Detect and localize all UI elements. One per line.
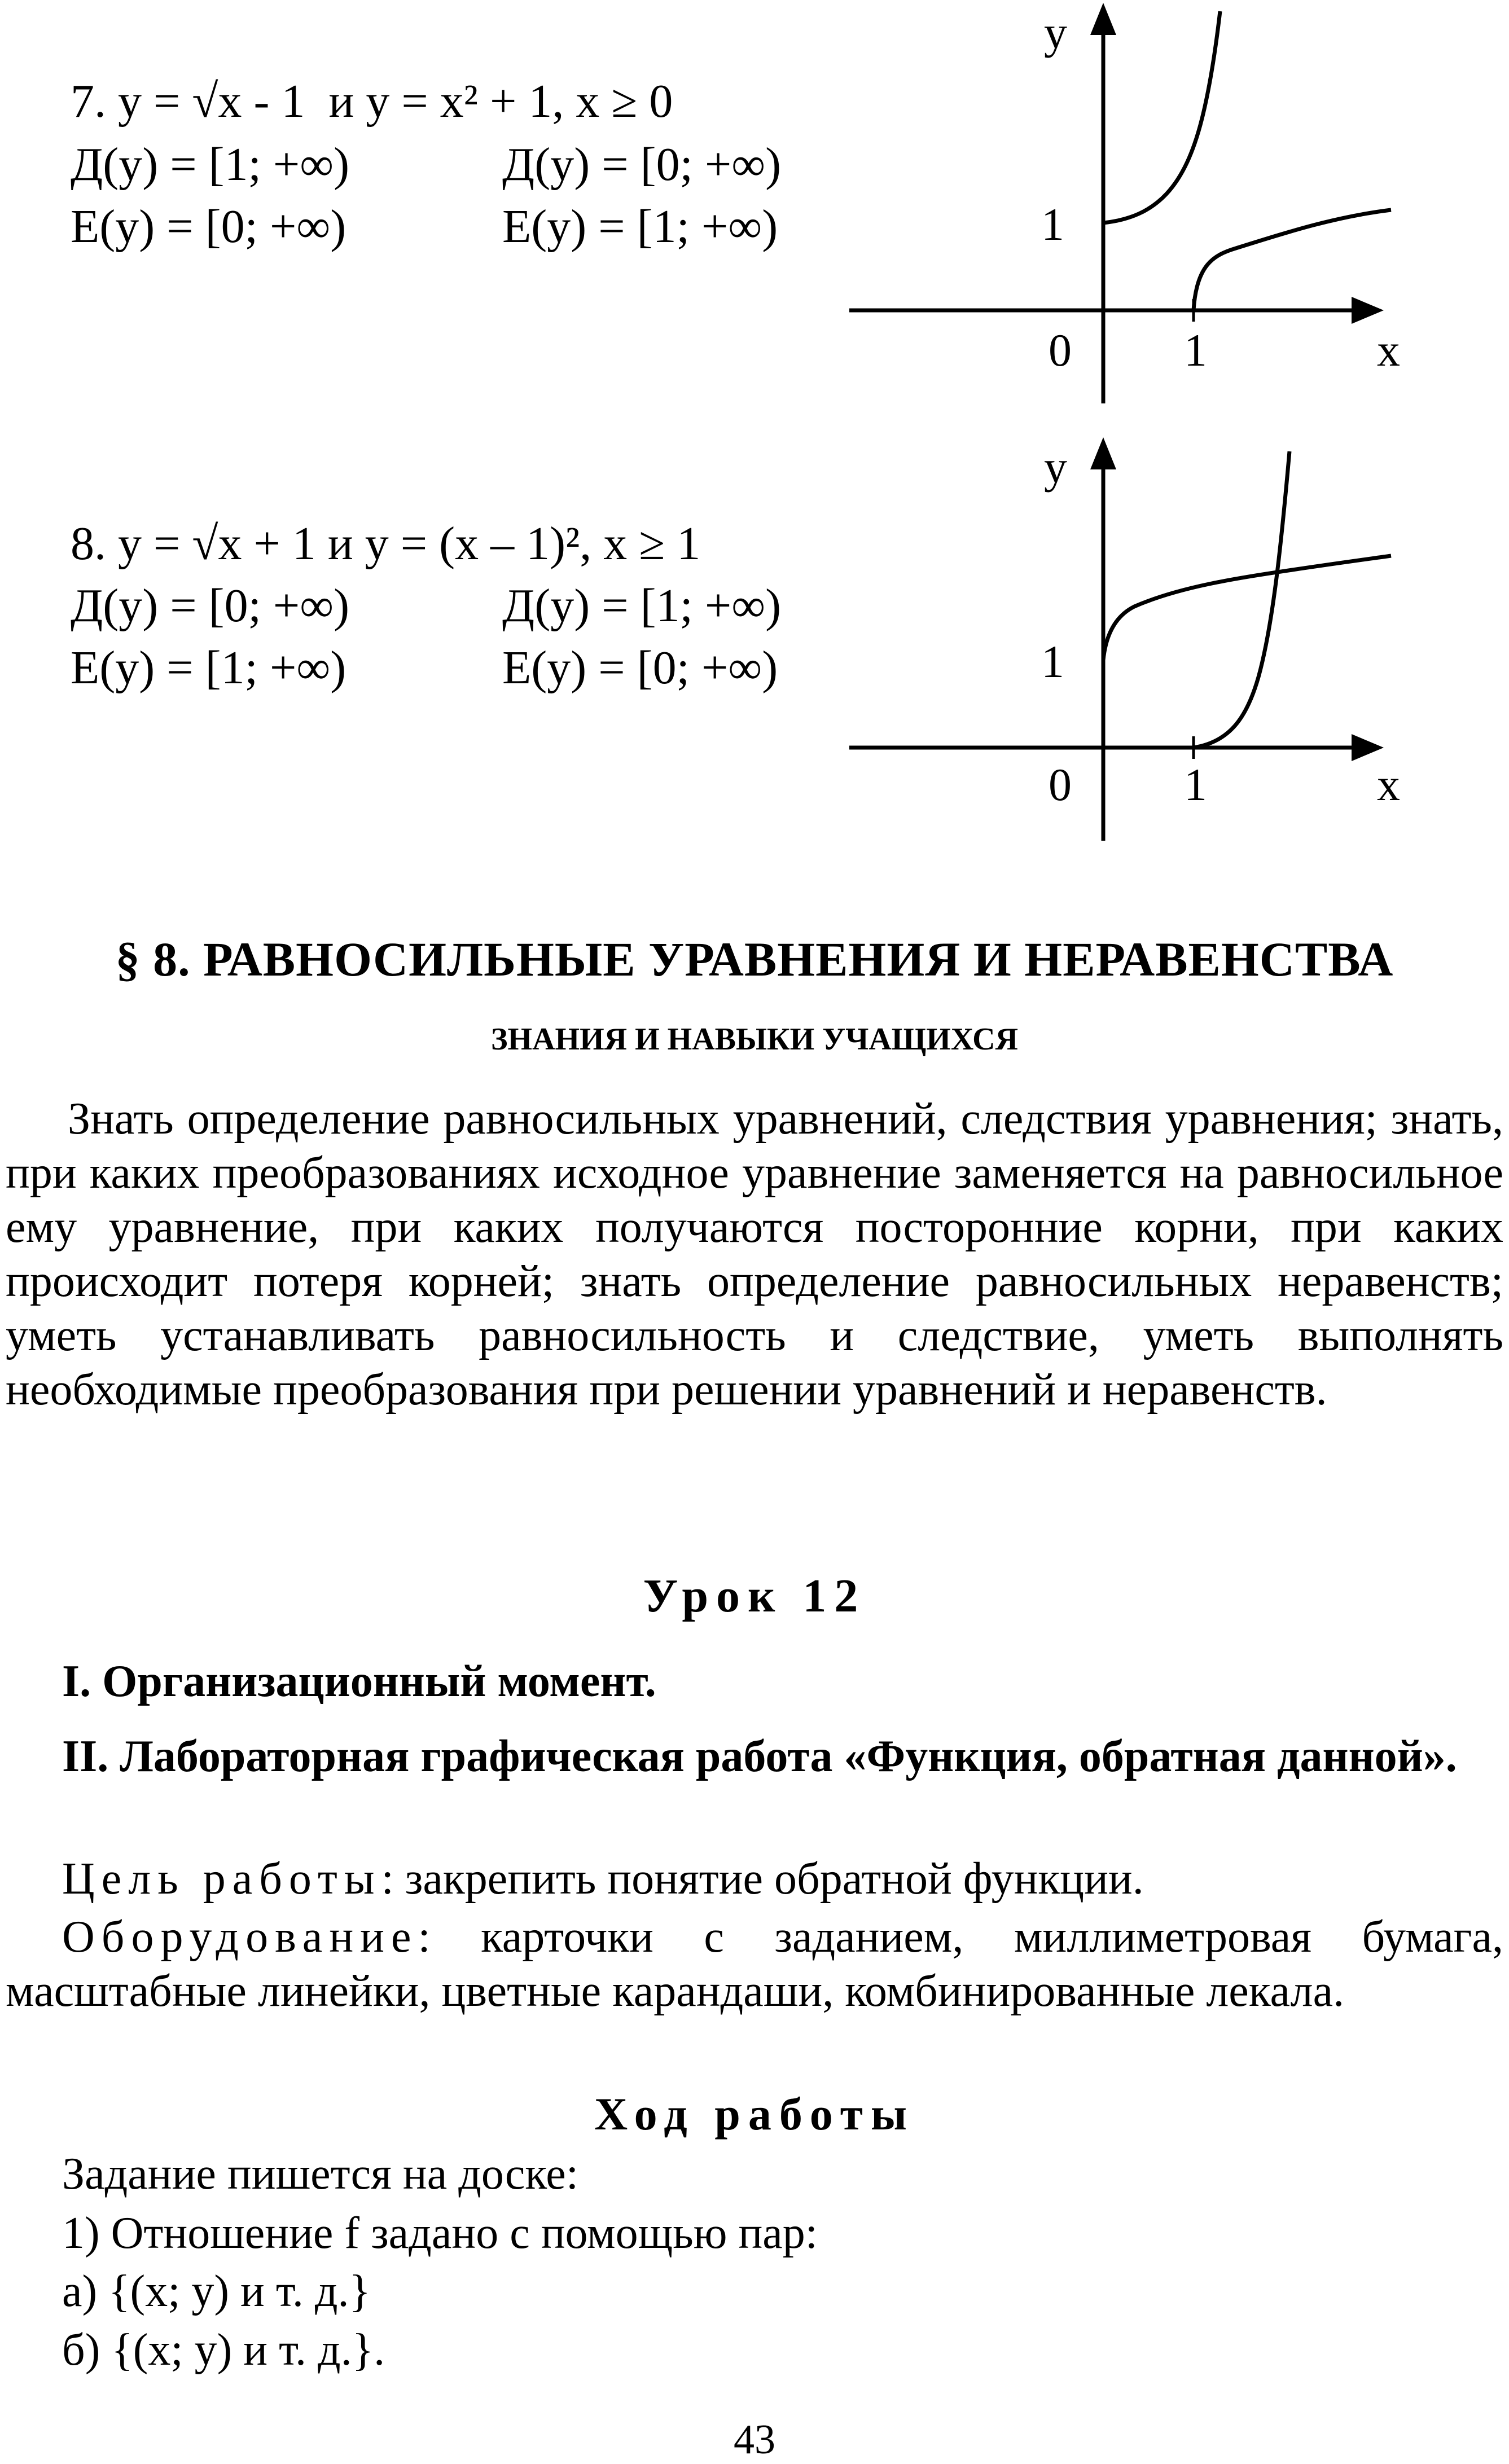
lesson-item-2-text: II. Лабораторная графическая работа «Функция, обратная данной».	[62, 1732, 1457, 1781]
example8-range-left: E(y) = [1; +∞)	[71, 642, 346, 694]
example8-graph	[841, 434, 1405, 852]
goal-line	[62, 1852, 1144, 1906]
section-subtitle: ЗНАНИЯ И НАВЫКИ УЧАЩИХСЯ	[490, 1022, 1019, 1057]
x-tick-label-1: 1	[1184, 324, 1207, 376]
x-tick-label-1: 1	[1184, 759, 1207, 810]
page-number: 43	[734, 2417, 775, 2463]
example7-graph	[841, 0, 1405, 418]
x-axis-label: x	[1377, 759, 1400, 810]
example8-equation: 8. y = √x + 1 и y = (x – 1)², x ≥ 1	[71, 517, 701, 570]
example8-domain-right: Д(y) = [1; +∞)	[502, 579, 782, 632]
example8-range-right: E(y) = [0; +∞)	[502, 642, 778, 694]
curve-x-squared-plus-1	[1103, 11, 1220, 223]
y-axis-arrow	[1090, 437, 1116, 469]
goal-label: Цель работы	[62, 1854, 381, 1904]
curve-sqrt-x-plus-1	[1103, 556, 1391, 660]
section-title: § 8. РАВНОСИЛЬНЫЕ УРАВНЕНИЯ И НЕРАВЕНСТВА	[115, 932, 1394, 986]
equipment-label: Оборудование	[62, 1912, 418, 1962]
lesson-item-2	[6, 1729, 1503, 1784]
equipment-text: : карточки с заданием, миллиметровая бумага, масштабные линейки, цветные карандаши, комбинированные лекала.	[6, 1912, 1503, 2016]
curve-sqrt-x-minus-1	[1194, 210, 1391, 310]
example8-domain-left: Д(y) = [0; +∞)	[71, 579, 350, 632]
y-tick-label-1: 1	[1041, 199, 1064, 250]
lesson-item-1: I. Организационный момент.	[62, 1657, 656, 1706]
section-paragraph	[6, 1092, 1503, 1417]
y-axis-label: y	[1044, 7, 1067, 58]
progress-title: Ход работы	[594, 2088, 915, 2140]
example7-range-left: E(y) = [0; +∞)	[71, 200, 346, 253]
x-axis-arrow	[1352, 297, 1384, 324]
y-axis-label: y	[1044, 441, 1067, 493]
task-1: 1) Отношение f задано с помощью пар:	[62, 2208, 818, 2258]
x-axis-arrow	[1352, 734, 1384, 761]
task-a: а) {(x; y) и т. д.}	[62, 2267, 371, 2316]
lesson-title: Урок 12	[643, 1570, 866, 1622]
example7-equation: 7. y = √x - 1 и y = x² + 1, x ≥ 0	[71, 75, 673, 128]
origin-label: 0	[1049, 324, 1072, 376]
task-b: б) {(x; y) и т. д.}.	[62, 2325, 385, 2375]
goal-text: : закрепить понятие обратной функции.	[381, 1854, 1144, 1904]
equipment-block	[6, 1910, 1503, 2018]
task-intro: Задание пишется на доске:	[62, 2149, 579, 2199]
origin-label: 0	[1049, 759, 1072, 810]
example7-range-right: E(y) = [1; +∞)	[502, 200, 778, 253]
y-axis-arrow	[1090, 3, 1116, 35]
y-tick-label-1: 1	[1041, 636, 1064, 687]
section-paragraph-text: Знать определение равносильных уравнений, следствия уравнения; знать, при каких преобразованиях исходное уравнение заменяется на равносильное ему уравнение, при каких получаются посторонние корни, при каких происходит потеря корней; знать определение равносильных неравенств; уметь устанавливать равносильность и следствие, уметь выполнять необходимые преобразования при решении уравнений и неравенств.	[6, 1094, 1503, 1415]
example7-domain-left: Д(y) = [1; +∞)	[71, 138, 350, 191]
curve-x-minus-1-squared	[1194, 451, 1289, 748]
x-axis-label: x	[1377, 324, 1400, 376]
example7-domain-right: Д(y) = [0; +∞)	[502, 138, 782, 191]
